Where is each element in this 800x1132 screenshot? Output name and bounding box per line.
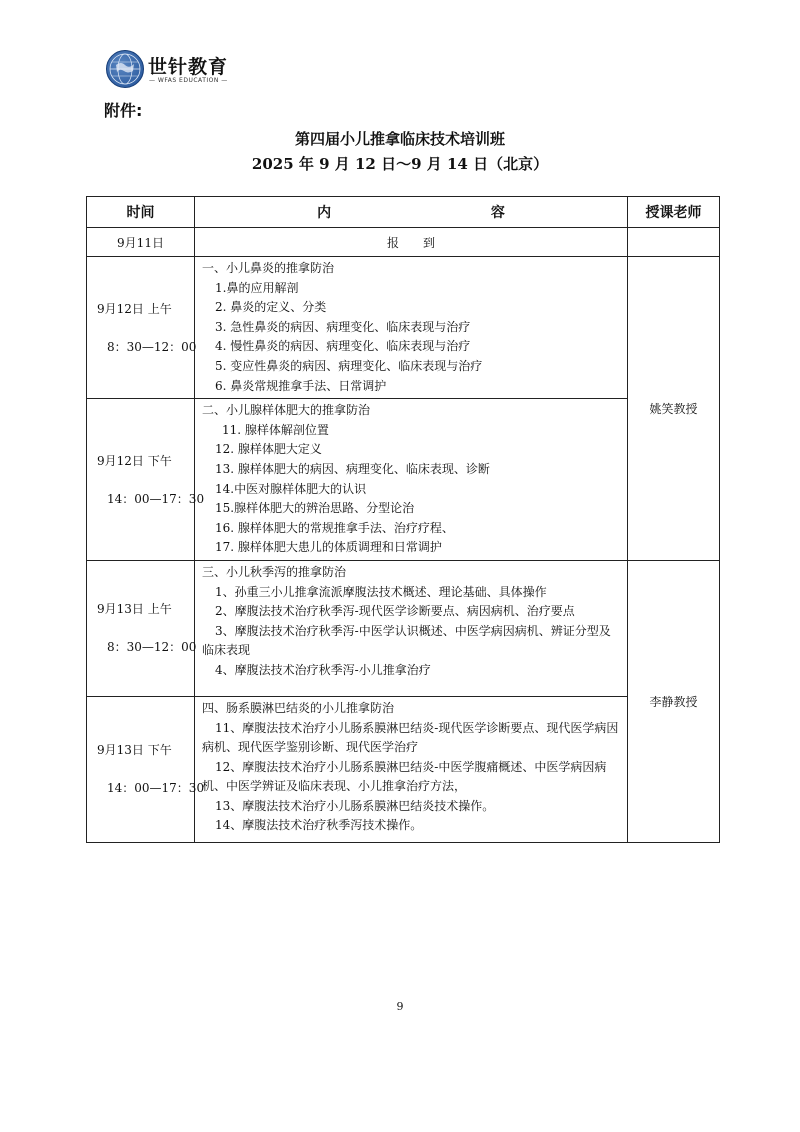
teacher-yao: 姚笑教授 [628,257,720,561]
session-heading: 四、肠系膜淋巴结炎的小儿推拿防治 [202,700,395,715]
session-row [87,257,720,399]
schedule-table [86,196,720,843]
session-time-day: 9月13日 下午 [97,743,172,758]
session-item: 11. 腺样体解剖位置 [222,422,329,437]
session-time-day: 9月12日 下午 [97,453,172,468]
document-date-location: 2025 年 9 月 12 日～9 月 14 日（北京） [251,155,549,173]
session-item: 4、摩腹法技术治疗秋季泻-小儿推拿治疗 [215,662,431,677]
session-content [195,257,628,399]
session-item: 12. 腺样体肥大定义 [215,442,322,457]
session-time [87,696,205,842]
session-time-day: 9月13日 上午 [97,602,172,617]
globe-emblem-icon [106,50,144,88]
session-time-hours: 8：30—12：00 [107,640,197,655]
session-item: 2. 鼻炎的定义、分类 [215,300,327,315]
registration-content: 报 到 [195,228,628,257]
session-item: 5. 变应性鼻炎的病因、病理变化、临床表现与治疗 [215,358,483,373]
session-item: 4. 慢性鼻炎的病因、病理变化、临床表现与治疗 [215,339,471,354]
session-time-hours: 14：00—17：30 [107,781,205,796]
session-item: 1、孙重三小儿推拿流派摩腹法技术概述、理论基础、具体操作 [215,584,547,599]
session-time-hours: 8：30—12：00 [107,339,197,354]
session-heading: 二、小儿腺样体肥大的推拿防治 [202,403,371,418]
logo-name: 世针教育 [148,56,229,78]
registration-row [87,228,720,257]
session-time-hours: 14：00—17：30 [107,491,205,506]
header-time: 时间 [87,197,195,228]
header-content-a: 内 [317,205,332,221]
session-item: 13、摩腹法技术治疗小儿肠系膜淋巴结炎技术操作。 [215,798,495,813]
session-row [87,696,720,842]
session-heading: 一、小儿鼻炎的推拿防治 [202,261,335,275]
session-time [87,399,205,561]
header-content [195,197,628,228]
session-heading: 三、小儿秋季泻的推拿防治 [202,564,347,579]
wfas-education-logo [106,50,256,92]
header-teacher: 授课老师 [628,197,720,228]
header-row [87,197,720,228]
session-row [87,399,720,561]
registration-date: 9月11日 [87,228,195,257]
session-item: 6. 鼻炎常规推拿手法、日常调护 [215,378,387,393]
logo-subtitle: — WFAS EDUCATION — [149,77,228,84]
session-item: 16. 腺样体肥大的常规推拿手法、治疗疗程、 [215,520,454,535]
session-item: 15.腺样体肥大的辨治思路、分型论治 [215,501,415,516]
session-row [87,560,720,696]
session-content [195,399,628,561]
session-time-day: 9月12日 上午 [97,301,172,316]
session-content [195,560,628,696]
session-time [87,257,195,399]
registration-teacher [628,228,720,257]
session-item: 12、摩腹法技术治疗小儿肠系膜淋巴结炎-中医学腹痛概述、中医学病因病机、中医学辨证及临床表现、小儿推拿治疗方法， [202,759,607,794]
session-item: 3、摩腹法技术治疗秋季泻-中医学认识概述、中医学病因病机、辨证分型及临床表现 [202,623,611,658]
attachment-label: 附件: [104,101,143,120]
session-item: 2、摩腹法技术治疗秋季泻-现代医学诊断要点、病因病机、治疗要点 [215,604,575,619]
session-item: 13. 腺样体肥大的病因、病理变化、临床表现、诊断 [215,461,490,476]
session-item: 11、摩腹法技术治疗小儿肠系膜淋巴结炎-现代医学诊断要点、现代医学病因病机、现代医学鉴别诊断、现代医学治疗 [202,720,619,755]
session-item: 1.鼻的应用解剖 [215,280,299,295]
session-item: 14.中医对腺样体肥大的认识 [215,481,367,496]
header-content-b: 容 [490,205,505,221]
document-title: 第四届小儿推拿临床技术培训班 [294,130,505,148]
session-item: 3. 急性鼻炎的病因、病理变化、临床表现与治疗 [215,319,471,334]
session-content [195,696,628,842]
session-item: 17. 腺样体肥大患儿的体质调理和日常调护 [215,540,442,555]
teacher-li: 李静教授 [628,560,720,842]
session-item: 14、摩腹法技术治疗秋季泻技术操作。 [215,818,423,833]
page-number: 9 [396,1000,404,1013]
session-time [87,560,195,696]
